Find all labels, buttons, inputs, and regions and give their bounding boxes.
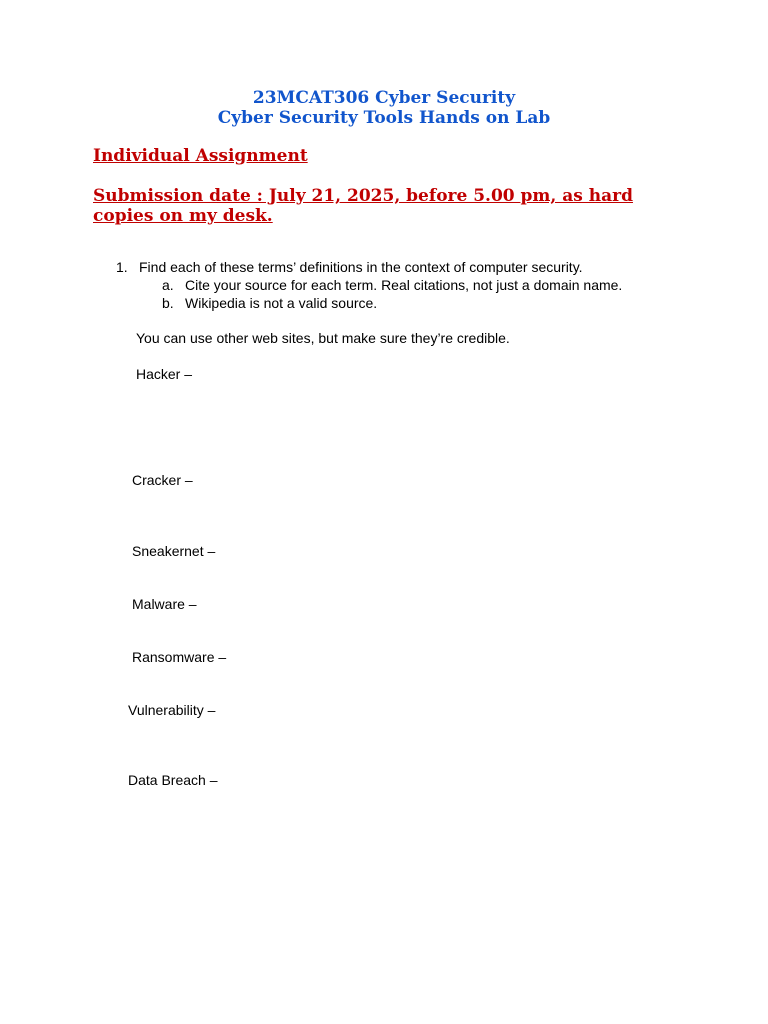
course-title: 23MCAT306 Cyber Security: [252, 88, 516, 108]
question-number: 1.: [116, 259, 128, 275]
term-vulnerability: Vulnerability –: [128, 702, 216, 718]
assignment-type-heading: Individual Assignment: [93, 146, 308, 166]
term-cracker: Cracker –: [132, 472, 193, 488]
credible-sources-note: You can use other web sites, but make sure they’re credible.: [136, 330, 510, 346]
term-data-breach: Data Breach –: [128, 772, 218, 788]
term-malware: Malware –: [132, 596, 197, 612]
term-hacker: Hacker –: [136, 366, 193, 382]
submission-date-line-2: copies on my desk.: [93, 206, 273, 226]
subitem-letter: b.: [162, 295, 174, 311]
subitem-letter: a.: [162, 277, 174, 293]
lab-title: Cyber Security Tools Hands on Lab: [217, 108, 551, 128]
submission-date-line-1: Submission date : July 21, 2025, before 5.00 pm, as hard: [93, 186, 633, 206]
term-sneakernet: Sneakernet –: [132, 543, 216, 559]
term-ransomware: Ransomware –: [132, 649, 227, 665]
subitem-text: Cite your source for each term. Real citations, not just a domain name.: [185, 277, 623, 293]
subitem-text: Wikipedia is not a valid source.: [185, 295, 378, 311]
question-text: Find each of these terms’ definitions in the context of computer security.: [139, 259, 583, 275]
